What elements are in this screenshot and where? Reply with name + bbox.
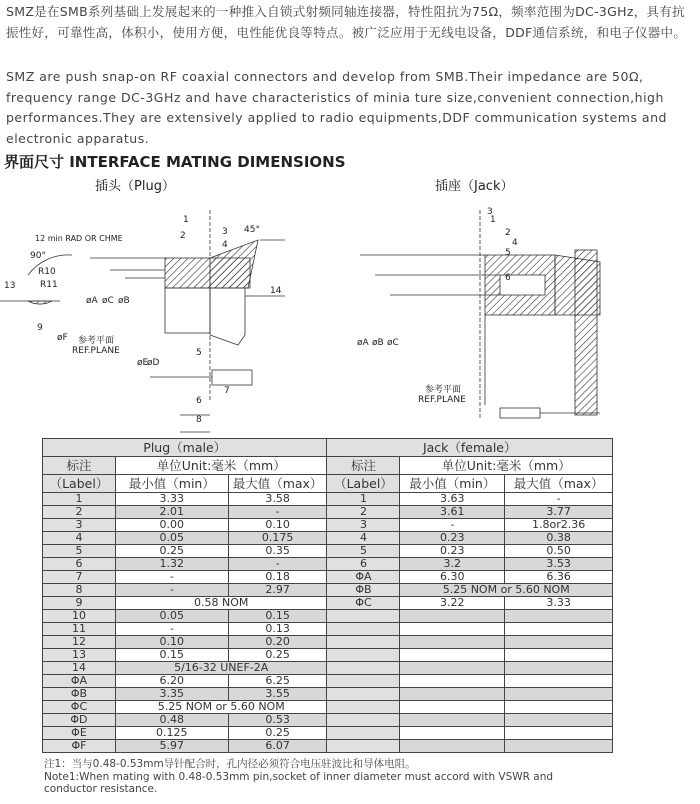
table-row bbox=[43, 714, 613, 727]
plug-drawing bbox=[0, 178, 285, 432]
row-label: 6 bbox=[43, 558, 116, 571]
row-label: 2 bbox=[43, 506, 116, 519]
dimension-label: 5 bbox=[505, 248, 511, 258]
dimension-label: øC bbox=[387, 338, 399, 348]
dimension-label: øA bbox=[86, 296, 98, 306]
dimension-label: 8 bbox=[196, 415, 202, 425]
table-row bbox=[43, 532, 613, 545]
value-max: 3.55 bbox=[228, 688, 327, 701]
value-max: 0.50 bbox=[505, 545, 613, 558]
value-max: 3.53 bbox=[505, 558, 613, 571]
dimension-label: øF bbox=[57, 333, 68, 343]
value-max: 0.38 bbox=[505, 532, 613, 545]
value-max: 0.10 bbox=[228, 519, 327, 532]
row-label: 4 bbox=[327, 532, 400, 545]
value-min: - bbox=[400, 519, 505, 532]
unit-header: 单位Unit:毫米（mm） bbox=[115, 457, 327, 475]
value-max: 0.18 bbox=[228, 571, 327, 584]
dimension-label: 9 bbox=[37, 323, 43, 333]
table-row bbox=[43, 610, 613, 623]
min-header: 最小值（min） bbox=[115, 475, 228, 493]
value-min: 5.97 bbox=[115, 740, 228, 753]
row-label: 1 bbox=[327, 493, 400, 506]
value-min: 0.23 bbox=[400, 532, 505, 545]
table-row bbox=[43, 623, 613, 636]
row-label: 7 bbox=[43, 571, 116, 584]
dimension-label: 90° bbox=[30, 251, 46, 261]
row-label: 3 bbox=[327, 519, 400, 532]
value-nominal: 5.25 NOM or 5.60 NOM bbox=[115, 701, 327, 714]
dimension-label: 3 bbox=[487, 207, 493, 217]
dimension-label: R10 bbox=[38, 267, 56, 277]
dimension-label: 12 min RAD OR CHME bbox=[35, 234, 123, 243]
jack-drawing bbox=[357, 178, 600, 420]
dimension-label: REF.PLANE bbox=[418, 395, 466, 405]
section-heading: 界面尺寸 INTERFACE MATING DIMENSIONS bbox=[4, 153, 346, 171]
row-label: 11 bbox=[43, 623, 116, 636]
dimension-label: 13 bbox=[4, 281, 16, 291]
table-row bbox=[43, 675, 613, 688]
dimension-label: 45° bbox=[244, 225, 260, 235]
dimension-label: øB bbox=[118, 296, 130, 306]
max-header: 最大值（max） bbox=[505, 475, 613, 493]
value-min: 0.125 bbox=[115, 727, 228, 740]
row-label: ΦB bbox=[327, 584, 400, 597]
dimension-label: R11 bbox=[40, 280, 58, 290]
value-min: 6.30 bbox=[400, 571, 505, 584]
dimension-label: øE bbox=[137, 358, 149, 368]
value-nominal: 5.25 NOM or 5.60 NOM bbox=[400, 584, 613, 597]
label-header: 标注 bbox=[327, 457, 400, 475]
value-min: 0.23 bbox=[400, 545, 505, 558]
value-min: - bbox=[115, 571, 228, 584]
interface-drawings bbox=[0, 170, 700, 438]
jack-header: Jack（female） bbox=[327, 439, 613, 457]
row-label: 10 bbox=[43, 610, 116, 623]
row-label: ΦF bbox=[43, 740, 116, 753]
row-label: ΦA bbox=[43, 675, 116, 688]
value-max: - bbox=[228, 506, 327, 519]
row-label: 2 bbox=[327, 506, 400, 519]
dimension-label: 3 bbox=[222, 227, 228, 237]
table-row bbox=[43, 519, 613, 532]
row-label: ΦE bbox=[43, 727, 116, 740]
value-max: 0.25 bbox=[228, 649, 327, 662]
row-label: 1 bbox=[43, 493, 116, 506]
table-row bbox=[43, 727, 613, 740]
label-header: 标注 bbox=[43, 457, 116, 475]
value-min: 3.63 bbox=[400, 493, 505, 506]
value-max: 3.58 bbox=[228, 493, 327, 506]
label-header-en: （Label） bbox=[43, 475, 116, 493]
row-label: 5 bbox=[43, 545, 116, 558]
row-label: ΦA bbox=[327, 571, 400, 584]
dimension-label: 1 bbox=[183, 215, 189, 225]
value-min: 3.33 bbox=[115, 493, 228, 506]
value-min: 3.61 bbox=[400, 506, 505, 519]
intro-english: SMZ are push snap-on RF coaxial connectors and develop from SMB.Their impedance are 50Ω, frequency range DC-3GHz and have characteristics of minia ture size,convenient connection,high performances.They are extensively applied to radio equipments,DDF communication systems and electronic apparatus. bbox=[6, 69, 667, 146]
row-label: ΦC bbox=[43, 701, 116, 714]
row-label: ΦB bbox=[43, 688, 116, 701]
value-min: 0.05 bbox=[115, 532, 228, 545]
value-max: 0.35 bbox=[228, 545, 327, 558]
value-min: 0.25 bbox=[115, 545, 228, 558]
row-label: 9 bbox=[43, 597, 116, 610]
row-label: ΦD bbox=[43, 714, 116, 727]
table-row bbox=[43, 740, 613, 753]
dimension-label: 1 bbox=[490, 215, 496, 225]
dimension-label: 5 bbox=[196, 348, 202, 358]
value-max: 6.07 bbox=[228, 740, 327, 753]
value-min: - bbox=[115, 623, 228, 636]
value-max: 1.8or2.36 bbox=[505, 519, 613, 532]
value-max: 0.13 bbox=[228, 623, 327, 636]
table-row bbox=[43, 558, 613, 571]
value-min: 0.15 bbox=[115, 649, 228, 662]
row-label: 13 bbox=[43, 649, 116, 662]
jack-title: 插座（Jack） bbox=[435, 179, 514, 194]
row-label: 12 bbox=[43, 636, 116, 649]
value-max: 2.97 bbox=[228, 584, 327, 597]
dimension-label: 2 bbox=[180, 231, 186, 241]
dimension-label: 4 bbox=[222, 240, 228, 250]
dimension-label: 14 bbox=[270, 286, 282, 296]
plug-header: Plug（male） bbox=[43, 439, 327, 457]
dimension-label: REF.PLANE bbox=[72, 346, 120, 356]
value-min: 0.00 bbox=[115, 519, 228, 532]
unit-header: 单位Unit:毫米（mm） bbox=[400, 457, 613, 475]
intro-chinese: SMZ是在SMB系列基础上发展起来的一种推入自锁式射频同轴连接器，特性阻抗为75Ω，频率范围为DC-3GHz，具有抗振性好，可靠性高，体积小，使用方便，电性能优良等特点。被广泛应用于无线电设备，DDF通信系统，和电子仪器中。 bbox=[6, 4, 687, 40]
value-min: 3.2 bbox=[400, 558, 505, 571]
value-max: 0.15 bbox=[228, 610, 327, 623]
value-min: 1.32 bbox=[115, 558, 228, 571]
value-min: 3.35 bbox=[115, 688, 228, 701]
row-label: 14 bbox=[43, 662, 116, 675]
value-max: 3.33 bbox=[505, 597, 613, 610]
table-row bbox=[43, 701, 613, 714]
label-header-en: （Label） bbox=[327, 475, 400, 493]
table-row bbox=[43, 584, 613, 597]
value-max: 0.175 bbox=[228, 532, 327, 545]
value-max: 0.53 bbox=[228, 714, 327, 727]
table-row bbox=[43, 662, 613, 675]
row-label: 4 bbox=[43, 532, 116, 545]
table-row bbox=[43, 571, 613, 584]
dimension-label: 4 bbox=[512, 238, 518, 248]
row-label: 3 bbox=[43, 519, 116, 532]
row-label: ΦC bbox=[327, 597, 400, 610]
table-row bbox=[43, 649, 613, 662]
row-label: 8 bbox=[43, 584, 116, 597]
value-nominal: 5/16-32 UNEF-2A bbox=[115, 662, 327, 675]
table-row bbox=[43, 493, 613, 506]
value-max: 0.25 bbox=[228, 727, 327, 740]
dimension-label: 参考平面 bbox=[78, 336, 115, 346]
dimension-label: 6 bbox=[196, 396, 202, 406]
max-header: 最大值（max） bbox=[228, 475, 327, 493]
note-english: Note1:When mating with 0.48-0.53mm pin,socket of inner diameter must accord with VSWR and conductor resistance. bbox=[44, 770, 554, 795]
value-min: 0.48 bbox=[115, 714, 228, 727]
min-header: 最小值（min） bbox=[400, 475, 505, 493]
value-max: 6.36 bbox=[505, 571, 613, 584]
dimension-label: øC bbox=[102, 296, 114, 306]
table-row bbox=[43, 636, 613, 649]
note-chinese: 注1：当与0.48-0.53mm导针配合时，孔内径必须符合电压驻波比和导体电阻。 bbox=[44, 758, 416, 770]
dimension-label: 7 bbox=[224, 386, 230, 396]
value-min: 6.20 bbox=[115, 675, 228, 688]
value-max: 3.77 bbox=[505, 506, 613, 519]
value-max: 0.20 bbox=[228, 636, 327, 649]
table-row bbox=[43, 545, 613, 558]
table-row bbox=[43, 506, 613, 519]
dimension-label: øA bbox=[357, 338, 369, 348]
note bbox=[44, 758, 564, 796]
value-min: 0.10 bbox=[115, 636, 228, 649]
dimension-label: øB bbox=[372, 338, 384, 348]
value-min: 2.01 bbox=[115, 506, 228, 519]
value-min: 3.22 bbox=[400, 597, 505, 610]
value-max: 6.25 bbox=[228, 675, 327, 688]
row-label: 5 bbox=[327, 545, 400, 558]
dimension-label: 参考平面 bbox=[425, 385, 462, 395]
value-min: 0.05 bbox=[115, 610, 228, 623]
row-label: 6 bbox=[327, 558, 400, 571]
value-max: - bbox=[505, 493, 613, 506]
dimension-label: øD bbox=[147, 358, 160, 368]
table-row bbox=[43, 597, 613, 610]
plug-title: 插头（Plug） bbox=[95, 179, 175, 194]
value-min: - bbox=[115, 584, 228, 597]
dimension-label: 6 bbox=[505, 273, 511, 283]
table-row bbox=[43, 688, 613, 701]
dimensions-table bbox=[42, 438, 613, 753]
dimension-label: 2 bbox=[505, 228, 511, 238]
value-max: - bbox=[228, 558, 327, 571]
value-nominal: 0.58 NOM bbox=[115, 597, 327, 610]
